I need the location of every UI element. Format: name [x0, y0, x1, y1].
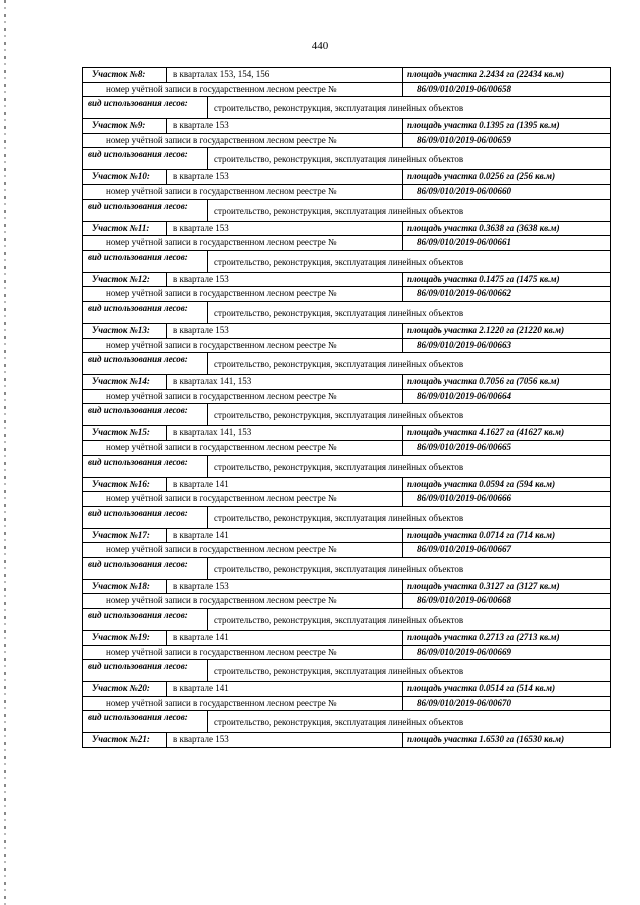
register-number: 86/09/010/2019-06/00660 — [402, 185, 610, 199]
register-label: номер учётной записи в государственном лесном реестре № — [106, 595, 337, 606]
scan-edge — [4, 0, 6, 905]
plot-use-row — [82, 711, 611, 733]
register-number: 86/09/010/2019-06/00669 — [402, 646, 610, 660]
plot-quarters: в квартале 153 — [173, 734, 229, 745]
use-value: строительство, реконструкция, эксплуатация линейных объектов — [214, 461, 464, 472]
use-value: строительство, реконструкция, эксплуатация линейных объектов — [214, 154, 464, 165]
plot-register-row — [82, 492, 611, 507]
plot-name: Участок №15: — [83, 426, 167, 440]
plot-register-row — [82, 594, 611, 609]
register-label: номер учётной записи в государственном лесном реестре № — [106, 237, 337, 248]
plot-name: Участок №21: — [83, 733, 167, 747]
use-value: строительство, реконструкция, эксплуатация линейных объектов — [214, 205, 464, 216]
plot-header-row — [82, 170, 611, 185]
register-label: номер учётной записи в государственном лесном реестре № — [106, 134, 337, 145]
plot-register-row — [82, 185, 611, 200]
page-number: 440 — [311, 40, 329, 52]
register-label: номер учётной записи в государственном лесном реестре № — [106, 697, 337, 708]
plot-name: Участок №18: — [83, 580, 167, 594]
plot-register-row — [82, 646, 611, 661]
plot-use-row — [82, 456, 611, 478]
plot-name: Участок №16: — [83, 478, 167, 492]
use-label: вид использования лесов: — [83, 302, 208, 323]
plot-header-row — [82, 426, 611, 441]
use-label: вид использования лесов: — [83, 456, 208, 477]
plot-area: площадь участка 0.3127 га (3127 кв.м) — [402, 580, 610, 594]
plot-use-row — [82, 200, 611, 222]
use-label: вид использования лесов: — [83, 404, 208, 425]
plot-quarters: в квартале 153 — [173, 324, 229, 335]
plot-area: площадь участка 0.0514 га (514 кв.м) — [402, 682, 610, 696]
plot-quarters: в квартале 141 — [173, 683, 229, 694]
register-label: номер учётной записи в государственном лесном реестре № — [106, 441, 337, 452]
plot-area: площадь участка 0.0256 га (256 кв.м) — [402, 170, 610, 184]
register-number: 86/09/010/2019-06/00661 — [402, 236, 610, 250]
use-label: вид использования лесов: — [83, 609, 208, 630]
plot-quarters: в квартале 153 — [173, 171, 229, 182]
plot-area: площадь участка 0.2713 га (2713 кв.м) — [402, 631, 610, 645]
plot-use-row — [82, 660, 611, 682]
plot-use-row — [82, 353, 611, 375]
plot-quarters: в квартале 141 — [173, 529, 229, 540]
plot-header-row — [82, 580, 611, 595]
use-label: вид использования лесов: — [83, 97, 208, 118]
register-number: 86/09/010/2019-06/00663 — [402, 339, 610, 353]
register-label: номер учётной записи в государственном лесном реестре № — [106, 390, 337, 401]
register-label: номер учётной записи в государственном лесном реестре № — [106, 544, 337, 555]
plot-name: Участок №11: — [83, 222, 167, 236]
plot-area: площадь участка 0.7056 га (7056 кв.м) — [402, 375, 610, 389]
use-label: вид использования лесов: — [83, 353, 208, 374]
plot-quarters: в кварталах 153, 154, 156 — [173, 69, 270, 79]
plot-area: площадь участка 2.2434 га (22434 кв.м) — [402, 68, 610, 82]
plot-register-row — [82, 339, 611, 354]
plot-header-row — [82, 529, 611, 544]
plot-use-row — [82, 302, 611, 324]
plot-quarters: в квартале 153 — [173, 580, 229, 591]
register-label: номер учётной записи в государственном лесном реестре № — [106, 83, 337, 94]
plot-header-row — [82, 631, 611, 646]
register-label: номер учётной записи в государственном лесном реестре № — [106, 646, 337, 657]
plot-name: Участок №14: — [83, 375, 167, 389]
plot-register-row — [82, 543, 611, 558]
plot-use-row — [82, 507, 611, 529]
register-number: 86/09/010/2019-06/00658 — [402, 83, 610, 97]
plot-header-row — [82, 682, 611, 697]
plot-use-row — [82, 97, 611, 119]
plot-register-row — [82, 697, 611, 712]
plot-use-row — [82, 148, 611, 170]
register-label: номер учётной записи в государственном лесном реестре № — [106, 339, 337, 350]
plot-name: Участок №13: — [83, 324, 167, 338]
use-label: вид использования лесов: — [83, 200, 208, 221]
use-label: вид использования лесов: — [83, 148, 208, 169]
plot-header-row — [82, 68, 611, 83]
use-label: вид использования лесов: — [83, 660, 208, 681]
register-number: 86/09/010/2019-06/00666 — [402, 492, 610, 506]
plot-header-row — [82, 324, 611, 339]
use-label: вид использования лесов: — [83, 711, 208, 732]
plot-area: площадь участка 4.1627 га (41627 кв.м) — [402, 426, 610, 440]
register-label: номер учётной записи в государственном лесном реестре № — [106, 185, 337, 196]
plot-quarters: в квартале 153 — [173, 222, 229, 233]
use-value: строительство, реконструкция, эксплуатация линейных объектов — [214, 615, 464, 626]
plot-name: Участок №9: — [83, 119, 167, 133]
plot-area: площадь участка 2.1220 га (21220 кв.м) — [402, 324, 610, 338]
plot-area: площадь участка 0.1475 га (1475 кв.м) — [402, 273, 610, 287]
plot-name: Участок №10: — [83, 170, 167, 184]
plot-header-row — [82, 478, 611, 493]
plot-quarters: в квартале 141 — [173, 632, 229, 643]
use-value: строительство, реконструкция, эксплуатация линейных объектов — [214, 512, 464, 523]
use-value: строительство, реконструкция, эксплуатация линейных объектов — [214, 563, 464, 574]
use-value: строительство, реконструкция, эксплуатация линейных объектов — [214, 307, 464, 318]
plot-area: площадь участка 0.0714 га (714 кв.м) — [402, 529, 610, 543]
use-value: строительство, реконструкция, эксплуатация линейных объектов — [214, 256, 464, 267]
plot-quarters: в квартале 153 — [173, 120, 229, 131]
register-label: номер учётной записи в государственном лесном реестре № — [106, 493, 337, 504]
use-label: вид использования лесов: — [83, 558, 208, 579]
plot-use-row — [82, 558, 611, 580]
plot-quarters: в кварталах 141, 153 — [173, 427, 252, 438]
use-value: строительство, реконструкция, эксплуатация линейных объектов — [214, 666, 464, 677]
plot-name: Участок №8: — [83, 68, 167, 82]
register-label: номер учётной записи в государственном лесном реестре № — [106, 288, 337, 299]
plot-header-row — [82, 222, 611, 237]
use-label: вид использования лесов: — [83, 507, 208, 528]
plot-name: Участок №12: — [83, 273, 167, 287]
plot-quarters: в кварталах 141, 153 — [173, 376, 252, 387]
plot-header-row — [82, 375, 611, 390]
use-value: строительство, реконструкция, эксплуатация линейных объектов — [214, 717, 464, 728]
plot-register-row — [82, 236, 611, 251]
plot-use-row — [82, 404, 611, 426]
plot-register-row — [82, 390, 611, 405]
register-number: 86/09/010/2019-06/00665 — [402, 441, 610, 455]
plot-header-row — [82, 273, 611, 288]
register-number: 86/09/010/2019-06/00667 — [402, 543, 610, 557]
plot-quarters: в квартале 141 — [173, 478, 229, 489]
plot-name: Участок №20: — [83, 682, 167, 696]
register-number: 86/09/010/2019-06/00670 — [402, 697, 610, 711]
plot-name: Участок №17: — [83, 529, 167, 543]
register-number: 86/09/010/2019-06/00662 — [402, 287, 610, 301]
plot-register-row — [82, 134, 611, 149]
plot-area: площадь участка 0.3638 га (3638 кв.м) — [402, 222, 610, 236]
use-label: вид использования лесов: — [83, 251, 208, 272]
plot-use-row — [82, 609, 611, 631]
plot-header-row — [82, 119, 611, 134]
plot-register-row — [82, 83, 611, 98]
plot-quarters: в квартале 153 — [173, 273, 229, 284]
register-number: 86/09/010/2019-06/00659 — [402, 134, 610, 148]
plot-register-row — [82, 287, 611, 302]
plots-table — [82, 67, 611, 748]
plot-area: площадь участка 1.6530 га (16530 кв.м) — [402, 733, 610, 747]
use-value: строительство, реконструкция, эксплуатация линейных объектов — [214, 410, 464, 421]
last-plot-header-row — [82, 733, 611, 748]
plot-area: площадь участка 0.0594 га (594 кв.м) — [402, 478, 610, 492]
plot-name: Участок №19: — [83, 631, 167, 645]
register-number: 86/09/010/2019-06/00664 — [402, 390, 610, 404]
use-value: строительство, реконструкция, эксплуатация линейных объектов — [214, 103, 464, 114]
plot-use-row — [82, 251, 611, 273]
use-value: строительство, реконструкция, эксплуатация линейных объектов — [214, 359, 464, 370]
plot-register-row — [82, 441, 611, 456]
register-number: 86/09/010/2019-06/00668 — [402, 594, 610, 608]
plot-area: площадь участка 0.1395 га (1395 кв.м) — [402, 119, 610, 133]
